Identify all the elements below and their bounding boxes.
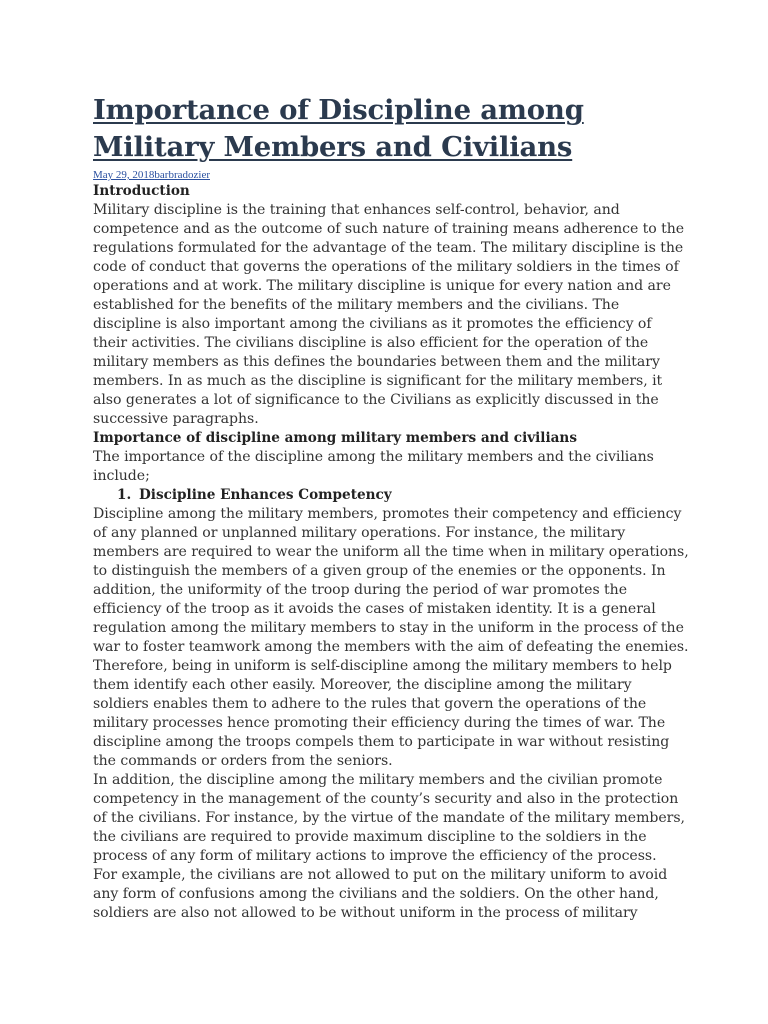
text-line: members. In as much as the discipline is significant for the military members, it [93, 373, 663, 389]
text-line: discipline is also important among the civilians as it promotes the efficiency of [93, 316, 652, 332]
body-paragraph-2 [93, 771, 683, 923]
text-line: efficiency of the troop as it avoids the cases of mistaken identity. It is a general [93, 601, 656, 617]
text-line: of the civilians. For instance, by the virtue of the mandate of the military members, [93, 810, 685, 826]
text-line: the commands or orders from the seniors. [93, 753, 393, 769]
article-title-line-2: Military Members and Civilians [93, 131, 573, 163]
text-line: Therefore, being in uniform is self-discipline among the military members to help [93, 658, 672, 674]
text-line: regulations formulated for the advantage of the team. The military discipline is the [93, 240, 684, 256]
text-line: Military discipline is the training that enhances self-control, behavior, and [93, 202, 620, 218]
list-item-heading [93, 486, 683, 505]
text-line: regulation among the military members to stay in the uniform in the process of the [93, 620, 684, 636]
article-title [93, 92, 683, 166]
text-line: members are required to wear the uniform all the time when in military operations, [93, 544, 689, 560]
list-number: 1. [117, 487, 132, 503]
text-line: include; [93, 468, 150, 484]
text-line: successive paragraphs. [93, 411, 259, 427]
intro-paragraph [93, 201, 683, 429]
text-line: the civilians are required to provide maximum discipline to the soldiers in the [93, 829, 647, 845]
text-line: In addition, the discipline among the military members and the civilian promote [93, 772, 663, 788]
text-line: For example, the civilians are not allowed to put on the military uniform to avoid [93, 867, 668, 883]
text-line: addition, the uniformity of the troop during the period of war promotes the [93, 582, 627, 598]
text-line: military processes hence promoting their efficiency during the times of war. The [93, 715, 666, 731]
text-line: operations and at work. The military discipline is unique for every nation and are [93, 278, 671, 294]
text-line: competency in the management of the county’s security and also in the protection [93, 791, 679, 807]
intro-heading: Introduction [93, 183, 190, 199]
section-intro-paragraph [93, 448, 683, 486]
text-line: them identify each other easily. Moreover, the discipline among the military [93, 677, 632, 693]
text-line: process of any form of military actions to improve the efficiency of the process. [93, 848, 657, 864]
text-line: to distinguish the members of a given group of the enemies or the opponents. In [93, 563, 666, 579]
article-title-line-1: Importance of Discipline among [93, 94, 584, 126]
text-line: The importance of the discipline among the military members and the civilians [93, 449, 654, 465]
author-link[interactable]: barbradozier [154, 169, 210, 181]
text-line: soldiers enables them to adhere to the rules that govern the operations of the [93, 696, 647, 712]
text-line: established for the benefits of the military members and the civilians. The [93, 297, 620, 313]
text-line: discipline among the troops compels them to participate in war without resisting [93, 734, 670, 750]
text-line: competence and as the outcome of such nature of training means adherence to the [93, 221, 685, 237]
section-heading: Importance of discipline among military members and civilians [93, 430, 577, 446]
list-heading-text: Discipline Enhances Competency [139, 487, 392, 503]
article-meta [93, 168, 683, 182]
text-line: any form of confusions among the civilians and the soldiers. On the other hand, [93, 886, 659, 902]
text-line: code of conduct that governs the operations of the military soldiers in the times of [93, 259, 679, 275]
text-line: military members as this defines the boundaries between them and the military [93, 354, 660, 370]
article [93, 92, 689, 923]
text-line: their activities. The civilians discipline is also efficient for the operation of the [93, 335, 649, 351]
post-date-link[interactable]: May 29, 2018 [93, 169, 155, 181]
body-paragraph-1 [93, 505, 689, 771]
text-line: also generates a lot of significance to the Civilians as explicitly discussed in the [93, 392, 659, 408]
text-line: war to foster teamwork among the members with the aim of defeating the enemies. [93, 639, 689, 655]
text-line: of any planned or unplanned military operations. For instance, the military [93, 525, 626, 541]
text-line: Discipline among the military members, promotes their competency and efficiency [93, 506, 682, 522]
text-line: soldiers are also not allowed to be without uniform in the process of military [93, 905, 638, 921]
